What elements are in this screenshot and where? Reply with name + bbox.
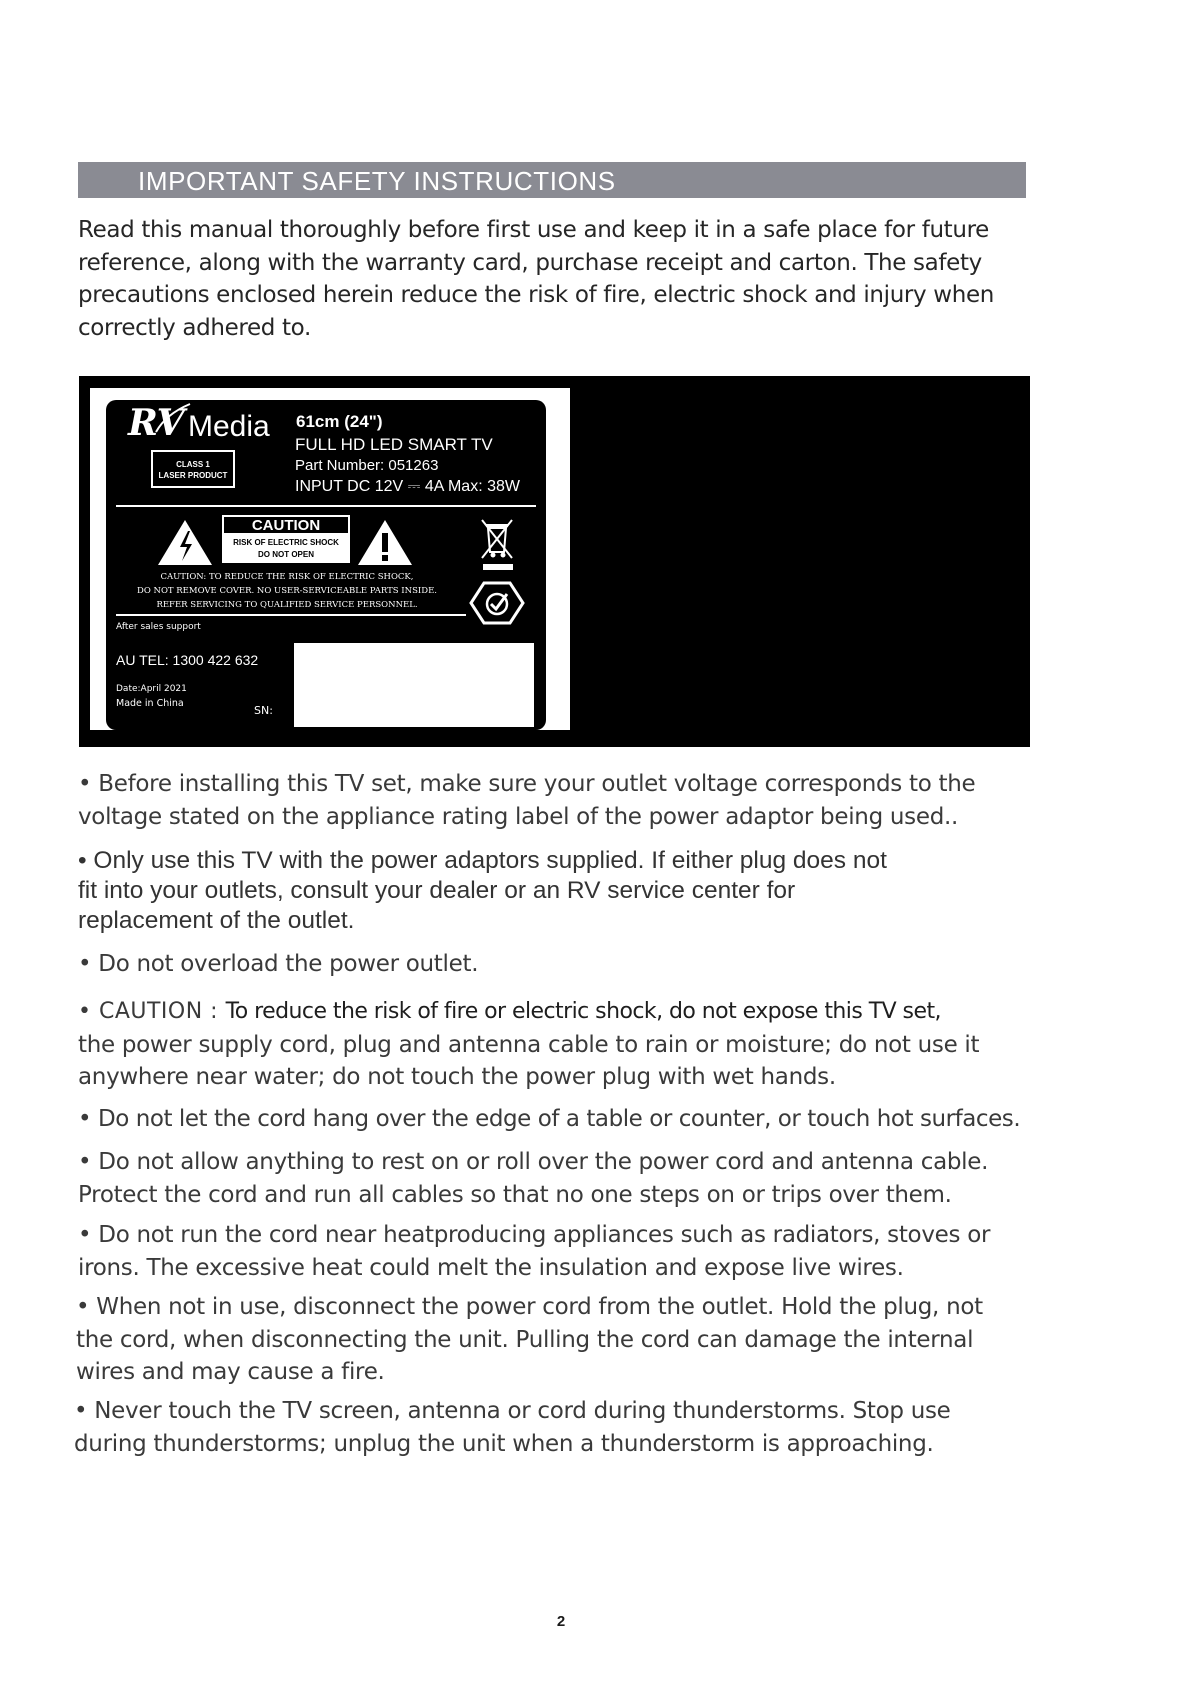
safety-bullet [78,846,887,936]
after-sales-heading: After sales support [116,622,201,632]
bullet-line: replacement of the outlet. [78,907,355,934]
laser-class-line: CLASS 1 [176,460,210,469]
intro-line: reference, along with the warranty card, purchase receipt and carton. The safety [78,249,982,276]
safety-bullet [78,1146,988,1211]
safety-bullet [78,768,975,833]
bullet-line: • Do not let the cord hang over the edge of a table or counter, or touch hot surfaces. [78,1106,1021,1132]
caution-sub-line: DO NOT OPEN [257,550,314,559]
intro-line: precautions enclosed herein reduce the risk of fire, electric shock and injury when [78,282,994,308]
bullet-line: • Only use this TV with the power adaptors supplied. If either plug does not [78,847,887,874]
safety-bullet-caution [78,995,979,1094]
serial-number-label: SN: [254,704,273,717]
safety-bullet [78,1103,1020,1136]
caution-warning-line: DO NOT REMOVE COVER. NO USER-SERVICEABLE PARTS INSIDE. [137,586,437,596]
safety-bullet [78,1219,990,1284]
bullet-line: • Do not overload the power outlet. [78,951,479,977]
caution-title: CAUTION [222,515,350,535]
bullet-line: Protect the cord and run all cables so that no one steps on or trips over them. [78,1181,952,1208]
caution-warning-line: REFER SERVICING TO QUALIFIED SERVICE PERSONNEL. [156,600,418,610]
bullet-line: the power supply cord, plug and antenna cable to rain or moisture; do not use it [78,1031,980,1058]
bullet-line: voltage stated on the appliance rating label of the power adaptor being used.. [78,803,959,830]
bullet-line: • Before installing this TV set, make sure your outlet voltage corresponds to the [78,771,976,797]
manufacture-date: Date:April 2021 [116,684,187,694]
intro-line: correctly adhered to. [78,314,311,341]
bullet-line: the cord, when disconnecting the unit. Pulling the cord can damage the internal [76,1326,974,1353]
bullet-line: fit into your outlets, consult your dealer or an RV service center for [78,877,796,904]
bullet-line: wires and may cause a fire. [76,1359,385,1385]
screen-size: 61cm (24") [296,412,383,431]
bullet-line: • Do not allow anything to rest on or roll over the power cord and antenna cable. [78,1149,989,1175]
caution-word: • CAUTION : [78,999,226,1024]
support-phone: AU TEL: 1300 422 632 [116,652,259,668]
part-number: Part Number: 051263 [295,457,439,474]
laser-class-line: LASER PRODUCT [158,471,228,480]
bullet-line: during thunderstorms; unplug the unit when a thunderstorm is approaching. [74,1430,934,1457]
page-number: 2 [556,1613,566,1630]
bullet-line: irons. The excessive heat could melt the insulation and expose live wires. [78,1254,904,1281]
section-title: IMPORTANT SAFETY INSTRUCTIONS [138,166,616,196]
bullet-line: • Never touch the TV screen, antenna or cord during thunderstorms. Stop use [74,1398,951,1424]
safety-bullet [76,1291,983,1389]
safety-bullet [74,1395,951,1460]
safety-bullet [78,948,478,981]
model-name: FULL HD LED SMART TV [295,435,493,454]
caution-warning-line: CAUTION: TO REDUCE THE RISK OF ELECTRIC SHOCK, [160,572,414,582]
rvmedia-logo-media: Media [188,410,270,443]
caution-sub-line: RISK OF ELECTRIC SHOCK [233,538,339,547]
power-input: INPUT DC 12V ⎓ 4A Max: 38W [295,478,520,495]
rvmedia-logo-rv: RV [128,402,185,444]
caution-first-line [78,995,979,1029]
bullet-line: anywhere near water; do not touch the power plug with wet hands. [78,1064,836,1090]
bullet-line: • When not in use, disconnect the power cord from the outlet. Hold the plug, not [76,1294,983,1320]
bullet-line: • Do not run the cord near heatproducing appliances such as radiators, stoves or [78,1222,991,1248]
intro-line: Read this manual thoroughly before first use and keep it in a safe place for future [78,217,989,243]
country-of-origin: Made in China [116,698,184,709]
caution-statement: To reduce the risk of fire or electric shock, do not expose this TV set, [225,999,941,1024]
